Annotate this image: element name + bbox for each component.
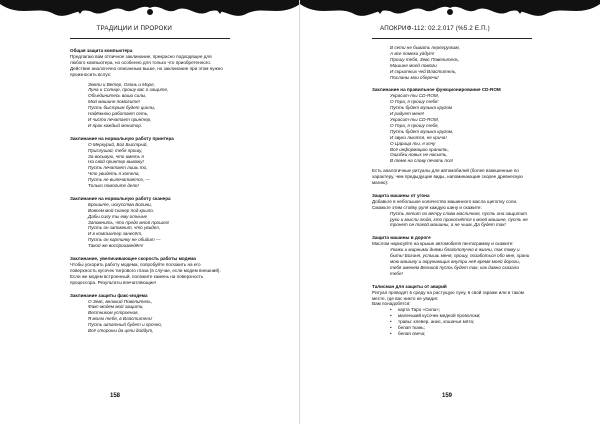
spacer <box>372 186 530 190</box>
list-item: • травы: клевер, анис, кошачья мята; <box>398 319 530 325</box>
verse-line: Вестником устроения, <box>88 310 139 316</box>
section-heading: Заклинание, увеличивающее скорость работы модема <box>70 256 196 262</box>
paragraph: Чтобы ускорить работу модема, попробуйте положить на его поверхность кусочек тигрового глаза (в случае, если модем внешний). Если же модем встроенный, положите камень на поверхность процессора. Результаты впечатляющие! <box>70 262 221 285</box>
paragraph: Ритуал проводят в среду на растущую луну, в свой гараже или в таком месте, где вас никто не увидит. <box>372 289 524 301</box>
page-number: 159 <box>442 393 453 399</box>
verse-line: И ярок каждый монитор. <box>88 122 143 128</box>
verse-line: Укажи и мирными днями благополучно в жизни, так тому и быть! Богиня, услышь меня, прошу, позаботься обо мне, храни мою машину и окружающих внутри неё время моей дороги, тебя именем Великой пусть будет так, как давно сказала тебе! <box>390 247 530 276</box>
verse-line: И скрытных чей Властитель, <box>390 68 457 74</box>
verse-line: Пусть будет музыка кругом <box>390 105 453 111</box>
verse-line: Факс-модем мой защити, <box>88 304 144 310</box>
right-page-body <box>372 45 530 337</box>
paragraph: Есть аналогичные ритуалы для автомобилей (более взвешенные по характеру, чем предыдущие виды, напоминающие скорее древнескую магию): <box>372 168 523 186</box>
verse-line: И радует меня! <box>390 111 425 117</box>
verse-line: Пусть он запомнит, что увидел, <box>88 225 161 231</box>
verse-line: О Гера, я прошу тебя, <box>390 122 439 128</box>
ornament-border-top-icon <box>0 0 300 22</box>
section-heading: Заклинание на правильное функционирование CD-ROM <box>372 87 501 93</box>
section-heading: Талисман для защиты от аварий <box>372 283 447 289</box>
verse-line: Пусть не выпечатается, — <box>88 177 150 183</box>
spacer <box>372 277 530 281</box>
verse-line: И звуки льются, не крича! <box>390 134 447 140</box>
verse-line: Украсит-ты CD-ROM, <box>390 116 440 122</box>
spacer <box>70 249 228 253</box>
section-heading: Заклинание на нормальную работу принтера <box>70 135 174 141</box>
spacer <box>70 286 228 290</box>
spacer <box>372 228 530 232</box>
spacer <box>372 80 530 84</box>
section-heading: Защита машины от угона <box>372 192 430 198</box>
ornament-border-top-icon <box>300 0 600 22</box>
verse-line: Пусть быстрым будет циклы, <box>88 105 156 111</box>
verse-line: Объединитесь ваши силы, <box>88 93 147 99</box>
verse-line: Всё стороны да цели дойдут, <box>88 328 154 334</box>
header-rule <box>372 38 532 39</box>
verse-line: Земли и Ветер, Огонь и Море, <box>88 81 155 87</box>
verse-line: О Гера, я прошу тебя: <box>390 99 439 105</box>
verse-line: Посланы мои сберечи! <box>390 74 439 80</box>
verse-line: Всё информацию хранить, <box>390 146 449 152</box>
verse-line: Я молю тебя, в Властитель! <box>88 316 153 322</box>
paragraph: Добавьте в небольшое количество машинного масла щепотку соли. Смажьте этим стойку руля каждую шину и скажите: <box>372 198 518 210</box>
list-item: • маленький кусочек медной проволоки; <box>398 313 530 319</box>
verse-line: Только помогите дело! <box>88 183 139 189</box>
verse-line: Дабы силу ты ему отныне <box>88 213 148 219</box>
verse-line: Прошу тебя, Зевс Повелитель, <box>390 56 460 62</box>
right-page <box>300 0 600 424</box>
page-header-title: ТРАДИЦИИ И ПРОРОКИ <box>96 25 172 32</box>
verse-line: О Царица ты, я хочу <box>390 140 436 146</box>
spacer <box>70 129 228 133</box>
verse-line: Пусть печатает лишь то, <box>88 165 148 171</box>
verse-line: Ошибки новых не насыть, <box>390 152 448 158</box>
page-number: 158 <box>110 393 121 399</box>
verse-line: Пусть он картинку не обидит — <box>88 237 161 243</box>
bullet-list <box>372 307 530 337</box>
list-item: • белая ткань; <box>398 325 530 331</box>
verse-line: И чисто печатает принтер, <box>88 116 152 122</box>
verse-line: А все помехи уйдут! <box>390 50 435 56</box>
verse-line: Прислушай, тебя прошу, <box>88 147 143 153</box>
paragraph: Вам понадобятся: <box>372 301 411 307</box>
verse-line: И в компьютер занесёт, <box>88 231 143 237</box>
spacer <box>70 189 228 193</box>
verse-line: За восьмую, что иметь я <box>88 153 144 159</box>
verse-line: Пусть будет музыка кругом, <box>390 128 454 134</box>
header-rule <box>70 38 230 39</box>
verse-line: Пусть штатный будет и прочно, <box>88 322 163 328</box>
section-heading: Заклинание защиты факс-модема <box>70 292 148 298</box>
section-heading: Защита машины в дороге <box>372 235 431 241</box>
verse-line: В сети не бывать перегрузкам, <box>390 45 460 50</box>
list-item: • карта Таро «Сила»; <box>398 307 530 313</box>
verse-line: Что увидеть я хотела, <box>88 171 140 177</box>
verse-line: Украсит-ты CD-ROM, <box>390 93 440 99</box>
verse-line: О Зевс, великий Повелитель, <box>88 298 153 304</box>
verse-line: О Меркурий, Бог Быстрый, <box>88 141 148 147</box>
verse-line: Брошите, искусства Богини, <box>88 201 152 207</box>
verse-line: Такой же воспроизведёт! <box>88 243 144 249</box>
paragraph: Предлагаю вам отличное заклинание, прекрасно подходящее для любого компьютера, но особенно для только что приобретенного. Действие аналогично описанным выше, но заклинание при этом нужно произносить вслух: <box>70 53 223 77</box>
verse-line: Запомнить, что предо мной прошло! <box>88 219 170 225</box>
page-header-title: АПОКРИФ-112: 02.2.017 (%5.2 Е.П.) <box>380 25 490 32</box>
verse-line: На свой принтер вывожу! <box>88 159 144 165</box>
verse-line: Пусть летит по ветру слова масличная, пусть она защитит руки и мысли люда, кто прикоснётся к моей машине, пусть не тронет он такой машины, а не чьим. Да будет так! <box>390 210 528 228</box>
list-item: • белая свеча; <box>398 331 530 337</box>
verse-line: Луна и Солнце, прошу вас о защите, <box>88 87 169 93</box>
verse-line: Мой машине помогите! <box>88 99 140 105</box>
paragraph: Маслом нарисуйте на крыше автомобиля пентаграмму и скажите: <box>372 241 514 247</box>
verse-line: Надёжною работает сеть, <box>88 111 149 117</box>
left-page-body <box>70 45 228 334</box>
verse-line: Вовсем мой сканер под крыло. <box>88 207 155 213</box>
section-heading: Заклинание на нормальную работу сканера <box>70 195 171 201</box>
verse-line: В теме на слову печать поз! <box>390 158 453 164</box>
section-heading: Общая защита компьютера <box>70 48 133 53</box>
verse-line: Машине моей помоги <box>390 62 437 68</box>
